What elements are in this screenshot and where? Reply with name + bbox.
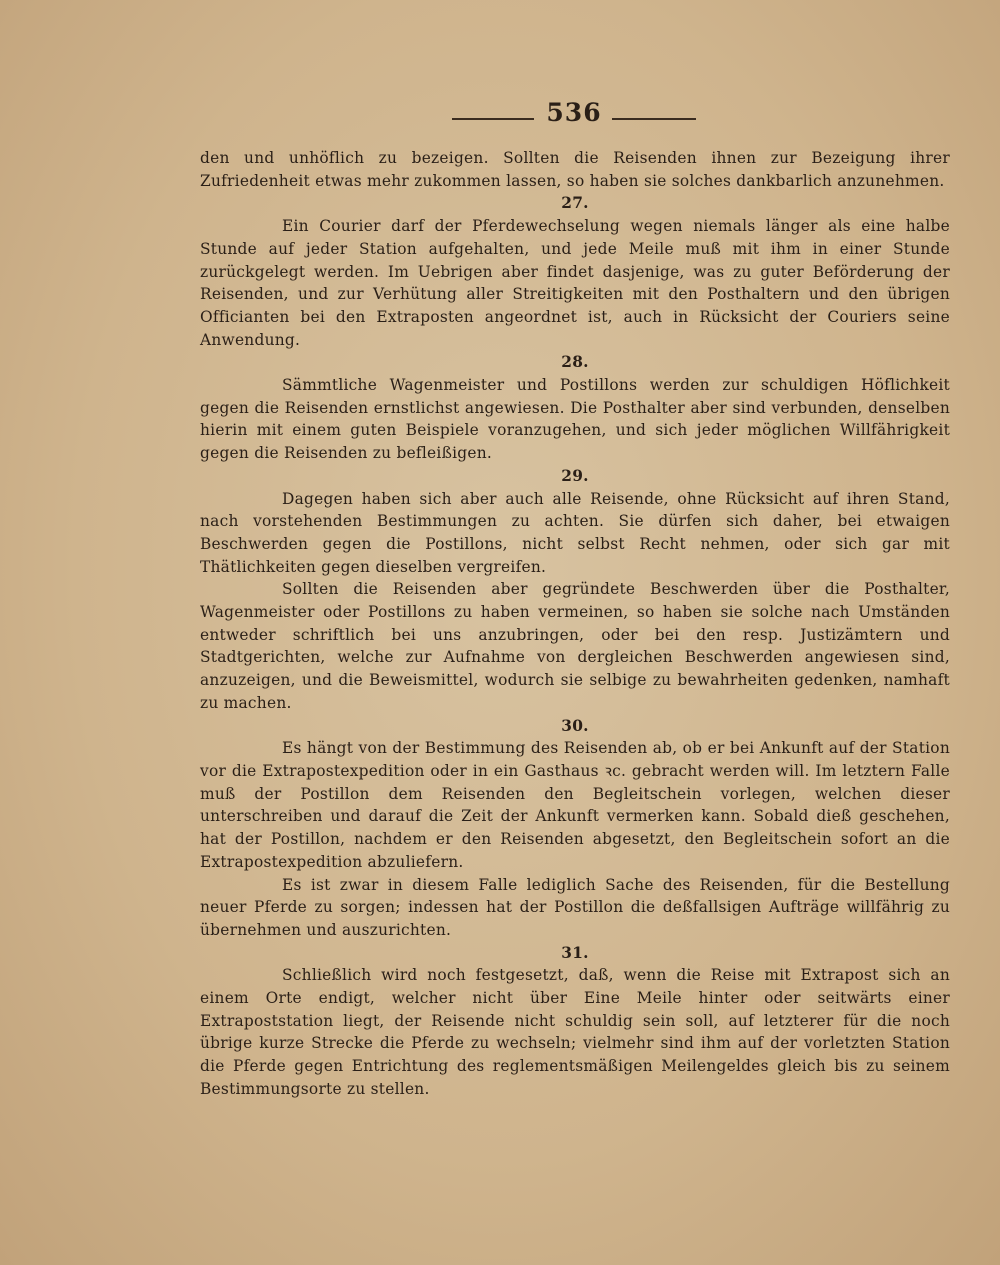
page-header <box>0 98 1000 138</box>
paragraph-30-b: Es ist zwar in diesem Falle lediglich Sache des Reisenden, für die Bestellung neuer Pferde zu sorgen; indessen hat der Postillon die deßfallsigen Aufträge willfährig zu übernehmen und auszurichten. <box>200 875 950 939</box>
paragraph-28: Sämmtliche Wagenmeister und Postillons werden zur schuldigen Höflichkeit gegen die Reisenden ernstlichst angewiesen. Die Posthalter aber sind verbunden, denselben hierin mit einem guten Beispiele voranzugehen, und sich jeder möglichen Willfährigkeit gegen die Reisenden zu befleißigen. <box>200 376 950 463</box>
section-number-27: 27. <box>561 194 589 213</box>
section-number-31: 31. <box>561 943 589 962</box>
paragraph-31: Schließlich wird noch festgesetzt, daß, wenn die Reise mit Extrapost sich an einem Orte endigt, welcher nicht über Eine Meile hinter oder seitwärts einer Extrapoststation liegt, der Reisende nicht schuldig sein soll, auf letzterer für die noch übrige kurze Strecke die Pferde zu wechseln; vielmehr sind ihm auf der vorletzten Station die Pferde gegen Entrichtung des reglementsmäßigen Meilengeldes gleich bis zu seinem Bestimmungsorte zu stellen. <box>200 966 950 1098</box>
paragraph-30-a: Es hängt von der Bestimmung des Reisenden ab, ob er bei Ankunft auf der Station vor die Extrapostexpedition oder in ein Gasthaus ꝛc. gebracht werden will. Im letztern Falle muß der Postillon dem Reisenden den Begleitschein vorlegen, welchen dieser unterschreiben und darauf die Zeit der Ankunft vermerken kann. Sobald dieß geschehen, hat der Postillon, nachdem er den Reisenden abgesetzt, den Begleitschein sofort an die Extrapostexpedition abzuliefern. <box>200 739 950 871</box>
paragraph-continuation: den und unhöflich zu bezeigen. Sollten die Reisenden ihnen zur Bezeigung ihrer Zufriedenheit etwas mehr zukommen lassen, so haben sie solches dankbarlich anzunehmen. <box>200 149 950 190</box>
section-number-28: 28. <box>561 353 589 372</box>
header-rule-right <box>612 118 696 120</box>
paragraph-27: Ein Courier darf der Pferdewechselung wegen niemals länger als eine halbe Stunde auf jeder Station aufgehalten, und jede Meile muß mit ihm in einer Stunde zurückgelegt werden. Im Uebrigen aber findet dasjenige, was zu guter Beförderung der Reisenden, und zur Verhütung aller Streitigkeiten mit den Posthaltern und den übrigen Officianten bei den Extraposten angeordnet ist, auch in Rücksicht der Couriers seine Anwendung. <box>200 217 950 349</box>
header-rule-left <box>452 118 534 120</box>
page-number: 536 <box>546 98 602 127</box>
section-number-30: 30. <box>561 716 589 735</box>
paragraph-29-a: Dagegen haben sich aber auch alle Reisende, ohne Rücksicht auf ihren Stand, nach vorstehenden Bestimmungen zu achten. Sie dürfen sich daher, bei etwaigen Beschwerden gegen die Postillons, nicht selbst Recht nehmen, oder sich gar mit Thätlichkeiten gegen dieselben vergreifen. <box>200 489 950 576</box>
paragraph-29-b: Sollten die Reisenden aber gegründete Beschwerden über die Posthalter, Wagenmeister oder Postillons zu haben vermeinen, so haben sie solche nach Umständen entweder schriftlich bei uns anzubringen, oder bei den resp. Justizämtern und Stadtgerichten, welche zur Aufnahme von dergleichen Beschwerden angewiesen sind, anzuzeigen, und die Beweismittel, wodurch sie selbige zu bewahrheiten gedenken, namhaft zu machen. <box>200 580 950 712</box>
section-number-29: 29. <box>561 466 589 485</box>
page-body <box>200 147 950 1101</box>
